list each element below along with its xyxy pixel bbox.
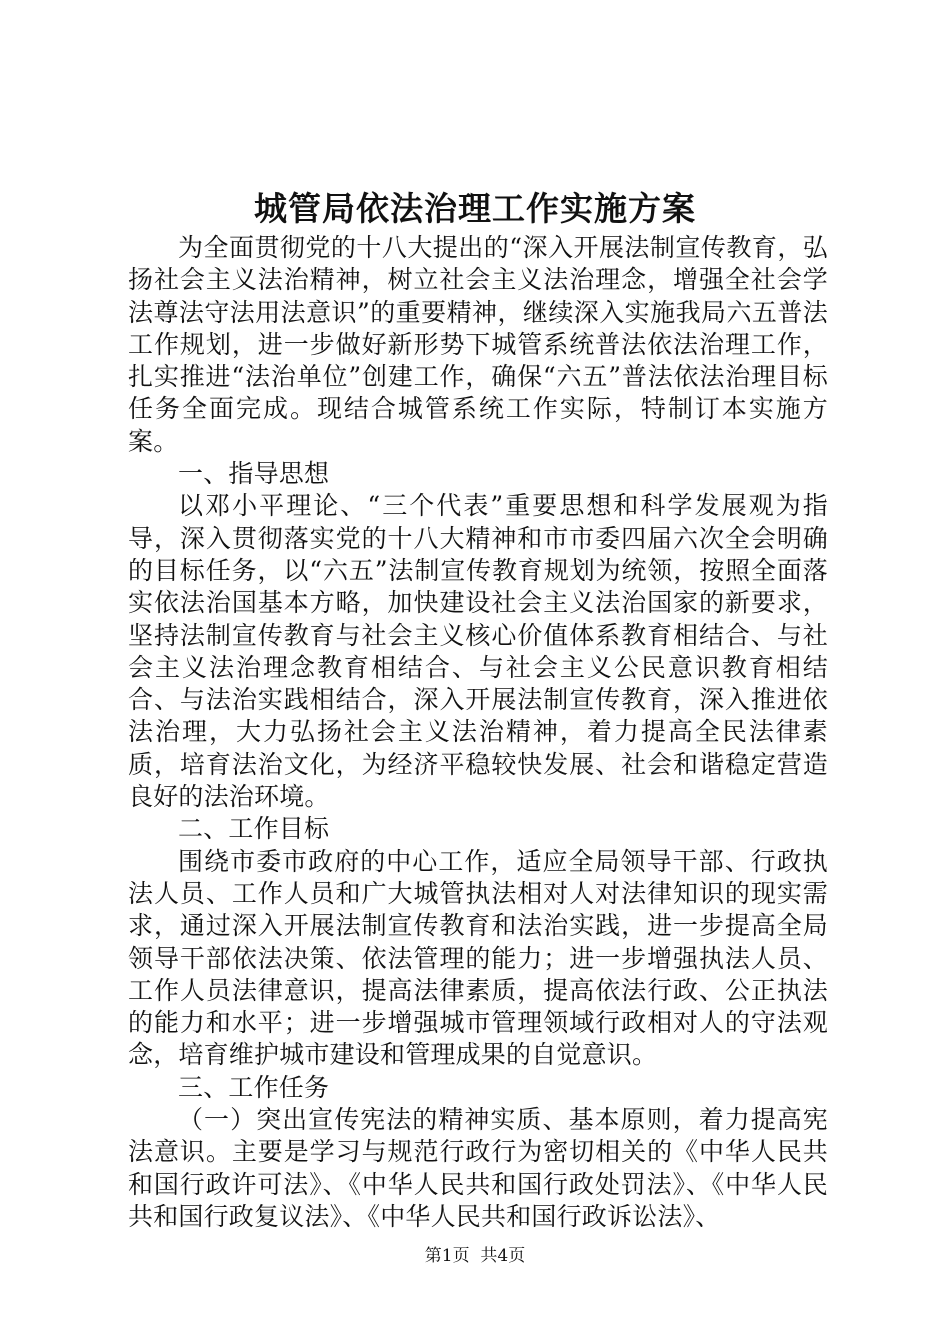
document-body <box>128 232 828 1233</box>
document-title: 城管局依法治理工作实施方案 <box>254 189 696 228</box>
page-footer <box>0 1244 950 1268</box>
section-heading-work-tasks: 三、工作任务 <box>178 1072 330 1102</box>
guiding-ideology-paragraph: 以邓小平理论、“三个代表”重要思想和科学发展观为指导，深入贯彻落实党的十八大精神和市市委四届六次全会明确的目标任务，以“六五”法制宣传教育规划为统领，按照全面落实依法治国基本方略，加快建设社会主义法治国家的新要求，坚持法制宣传教育与社会主义核心价值体系教育相结合、与社会主义法治理念教育相结合、与社会主义公民意识教育相结合、与法治实践相结合，深入开展法制宣传教育，深入推进依法治理，大力弘扬社会主义法治精神，着力提高全民法律素质，培育法治文化，为经济平稳较快发展、社会和谐稳定营造良好的法治环境。 <box>128 491 828 812</box>
work-goals-paragraph: 围绕市委市政府的中心工作，适应全局领导干部、行政执法人员、工作人员和广大城管执法相对人对法律知识的现实需求，通过深入开展法制宣传教育和法治实践，进一步提高全局领导干部依法决策、依法管理的能力；进一步增强执法人员、工作人员法律意识，提高法律素质，提高依法行政、公正执法的能力和水平；进一步增强城市管理领域行政相对人的守法观念，培育维护城市建设和管理成果的自觉意识。 <box>128 846 828 1070</box>
intro-paragraph: 为全面贯彻党的十八大提出的“深入开展法制宣传教育，弘扬社会主义法治精神，树立社会主义法治理念，增强全社会学法尊法守法用法意识”的重要精神，继续深入实施我局六五普法工作规划，进一步做好新形势下城管系统普法依法治理工作，扎实推进“法治单位”创建工作，确保“六五”普法依法治理目标任务全面完成。现结合城管系统工作实际，特制订本实施方案。 <box>128 233 828 456</box>
page-number: 第1页 共4页 <box>424 1246 526 1266</box>
section-heading-work-goals: 二、工作目标 <box>178 814 330 844</box>
section-heading-guiding-ideology: 一、指导思想 <box>178 459 330 489</box>
work-tasks-paragraph: （一）突出宣传宪法的精神实质、基本原则，着力提高宪法意识。主要是学习与规范行政行为密切相关的《中华人民共和国行政许可法》、《中华人民共和国行政处罚法》、《中华人民共和国行政复议法》、《中华人民共和国行政诉讼法》、 <box>128 1105 828 1231</box>
